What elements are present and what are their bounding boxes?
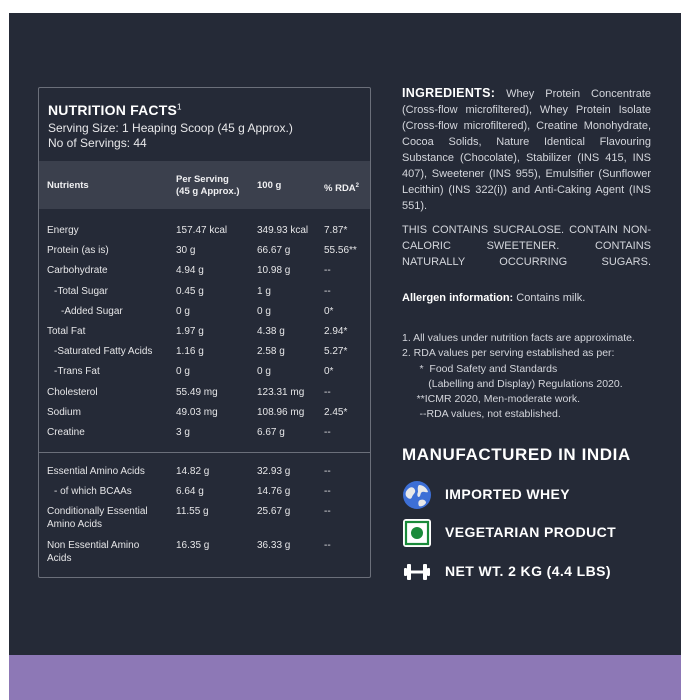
rda-value: 7.87* xyxy=(324,225,348,236)
veg-mark-icon xyxy=(402,518,432,548)
per-100g-value: 1 g xyxy=(257,285,271,297)
nutrition-title: NUTRITION FACTS$^1$ xyxy=(48,102,182,118)
rda-value: -- xyxy=(324,506,331,517)
ingredients-text: Whey Protein Concentrate (Cross-flow microfiltered), Whey Protein Isolate (Cross-flow microfiltered), Creatine Monohydrate, Cocoa Solids, Nature Identical Flavouring Substance (Chocolate), Stabilizer (INS 415, INS 407), Sweetener (INS 955), Emulsifier (Sunflower Lecithin) (INS 322(i)) and Anti-Caking Agent (INS 551). xyxy=(402,88,651,212)
header-nutrients: Nutrients xyxy=(47,180,89,191)
per-100g-value: 2.58 g xyxy=(257,346,285,358)
rda-value: 0* xyxy=(324,366,334,378)
section-divider xyxy=(39,452,370,453)
per-serving-value: 0 g xyxy=(176,366,190,378)
nutrient-name: - of which BCAAs xyxy=(54,486,132,497)
per-100g-value: 36.33 g xyxy=(257,540,291,551)
table-row xyxy=(39,325,370,341)
table-row xyxy=(39,224,370,240)
feature-label: NET WT. 2 KG (4.4 LBS) xyxy=(445,563,611,579)
footnote: **ICMR 2020, Men-moderate work. xyxy=(402,393,580,406)
nutrient-name: Energy xyxy=(47,225,79,236)
table-row xyxy=(39,264,370,280)
dumbbell-icon xyxy=(402,557,432,587)
per-100g-value: 0 g xyxy=(257,366,271,378)
nutrient-name: Essential Amino Acids xyxy=(47,466,145,477)
nutrient-name: -Total Sugar xyxy=(54,285,108,297)
ingredients-block xyxy=(402,85,651,214)
header-rda: % RDA$^2$ xyxy=(324,183,360,195)
footnote: --RDA values, not established. xyxy=(402,408,561,421)
ingredients-label: INGREDIENTS: xyxy=(402,86,496,100)
nutrient-name: -Saturated Fatty Acids xyxy=(54,346,153,358)
bottom-color-band xyxy=(9,655,681,700)
nutrient-name: -Added Sugar xyxy=(61,305,123,317)
rda-value: 0* xyxy=(324,305,334,317)
rda-value: -- xyxy=(324,427,331,438)
per-serving-value: 16.35 g xyxy=(176,540,210,551)
table-row xyxy=(39,305,370,321)
feature-vegetarian xyxy=(402,518,662,548)
footnotes xyxy=(402,331,635,423)
nutrient-name: Non Essential Amino Acids xyxy=(47,540,140,564)
per-100g-value: 25.67 g xyxy=(257,506,291,517)
header-per-100g: 100 g xyxy=(257,180,282,191)
table-row xyxy=(39,406,370,422)
rda-value: -- xyxy=(324,285,331,297)
table-row xyxy=(39,539,370,567)
allergen-info: Allergen information: Contains milk. xyxy=(402,292,586,304)
nutrient-name: Conditionally Essential Amino Acids xyxy=(47,506,148,530)
rda-value: -- xyxy=(324,466,331,477)
per-serving-value: 1.97 g xyxy=(176,326,204,337)
nutrient-name: Total Fat xyxy=(47,326,86,337)
per-100g-value: 32.93 g xyxy=(257,466,291,477)
per-serving-value: 55.49 mg xyxy=(176,386,218,398)
per-serving-value: 157.47 kcal xyxy=(176,225,228,236)
per-serving-value: 11.55 g xyxy=(176,506,209,517)
feature-label: VEGETARIAN PRODUCT xyxy=(445,524,617,540)
per-100g-value: 349.93 kcal xyxy=(257,225,309,236)
per-100g-value: 66.67 g xyxy=(257,245,291,257)
footnote: 1. All values under nutrition facts are approximate. xyxy=(402,332,635,344)
feature-imported-whey xyxy=(402,480,662,510)
servings-count: No of Servings: 44 xyxy=(48,136,147,150)
footnote: * Food Safety and Standards xyxy=(402,362,558,375)
rda-value: 2.94* xyxy=(324,326,348,337)
nutrient-name: Carbohydrate xyxy=(47,265,108,277)
footnote: 2. RDA values per serving established as per: xyxy=(402,347,615,360)
per-100g-value: 10.98 g xyxy=(257,265,291,277)
per-100g-value: 6.67 g xyxy=(257,427,285,438)
per-serving-value: 0.45 g xyxy=(176,285,204,297)
per-100g-value: 0 g xyxy=(257,305,271,317)
nutrient-name: Sodium xyxy=(47,406,81,418)
per-serving-value: 30 g xyxy=(176,245,196,257)
nutrient-name: Creatine xyxy=(47,427,85,438)
table-row xyxy=(39,285,370,301)
rda-value: 5.27* xyxy=(324,346,348,358)
rda-value: -- xyxy=(324,486,331,497)
per-100g-value: 123.31 mg xyxy=(257,386,305,398)
table-row xyxy=(39,426,370,442)
rda-value: 55.56** xyxy=(324,245,357,257)
globe-icon xyxy=(402,480,432,510)
sucralose-warning: THIS CONTAINS SUCRALOSE. CONTAIN NON-CALORIC SWEETENER. CONTAINS NATURALLY OCCURRING SUGARS. xyxy=(402,224,651,268)
per-serving-value: 3 g xyxy=(176,427,190,438)
table-row xyxy=(39,365,370,381)
per-serving-value: 49.03 mg xyxy=(176,406,218,418)
table-row xyxy=(39,386,370,402)
table-row xyxy=(39,244,370,260)
rda-value: -- xyxy=(324,540,331,551)
table-row xyxy=(39,345,370,361)
nutrient-name: -Trans Fat xyxy=(54,366,100,378)
table-header xyxy=(39,161,370,209)
nutrient-name: Cholesterol xyxy=(47,386,98,398)
manufactured-in-india: MANUFACTURED IN INDIA xyxy=(402,445,631,464)
per-serving-value: 1.16 g xyxy=(176,346,204,358)
nutrition-facts-table xyxy=(38,87,371,578)
per-100g-value: 4.38 g xyxy=(257,326,285,337)
feature-label: IMPORTED WHEY xyxy=(445,486,570,502)
serving-size: Serving Size: 1 Heaping Scoop (45 g Approx.) xyxy=(48,121,293,135)
per-serving-value: 4.94 g xyxy=(176,265,204,277)
nutrient-name: Protein (as is) xyxy=(47,245,109,257)
rda-value: -- xyxy=(324,386,331,398)
rda-value: 2.45* xyxy=(324,406,348,418)
per-serving-value: 6.64 g xyxy=(176,486,204,497)
per-100g-value: 14.76 g xyxy=(257,486,291,497)
header-per-serving: Per Serving (45 g Approx.) xyxy=(176,174,240,197)
footnote: (Labelling and Display) Regulations 2020. xyxy=(402,377,623,390)
table-row xyxy=(39,505,370,533)
per-serving-value: 14.82 g xyxy=(176,466,210,477)
rda-value: -- xyxy=(324,265,331,277)
per-serving-value: 0 g xyxy=(176,305,190,317)
per-100g-value: 108.96 mg xyxy=(257,406,305,418)
feature-net-weight xyxy=(402,557,662,587)
